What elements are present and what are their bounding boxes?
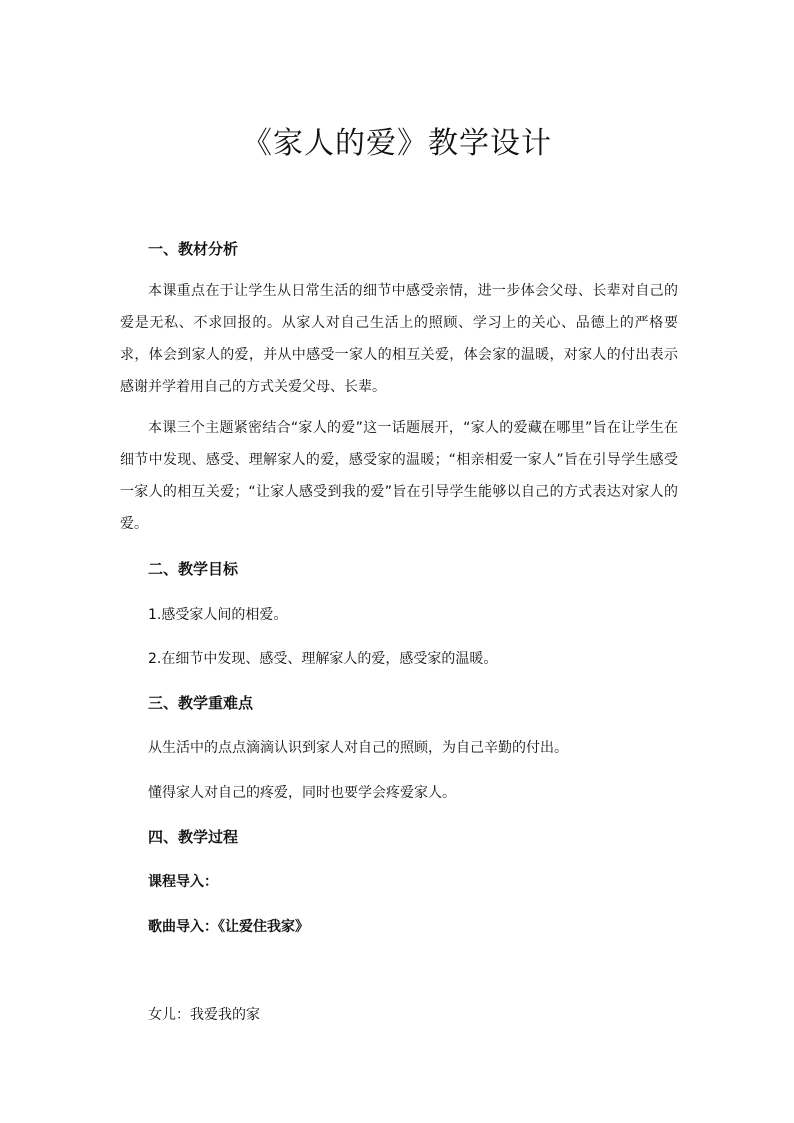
- paragraph-analysis-2: 本课三个主题紧密结合“家人的爱”这一话题展开，“家人的爱藏在哪里”旨在让学生在细节中发现、感受、理解家人的爱，感受家的温暖；“相亲相爱一家人”旨在引导学生感受一家人的相互关爱；“让家人感受到我的爱”旨在引导学生能够以自己的方式表达对家人的爱。: [120, 420, 678, 532]
- document-title: 《家人的爱》教学设计: [242, 126, 552, 161]
- key-point-2: 懂得家人对自己的疼爱，同时也要学会疼爱家人。: [148, 785, 456, 801]
- subheading-song: 歌曲导入：《让爱住我家》: [148, 919, 309, 935]
- section-heading-analysis: 一、教材分析: [148, 240, 239, 258]
- paragraph-analysis-1: 本课重点在于让学生从日常生活的细节中感受亲情，进一步体会父母、长辈对自己的爱是无私、不求回报的。从家人对自己生活上的照顾、学习上的关心、品德上的严格要求，体会到家人的爱，并从中感受一家人的相互关爱，体会家的温暖，对家人的付出表示感谢并学着用自己的方式关爱父母、长辈。: [120, 283, 678, 395]
- section-heading-process: 四、教学过程: [148, 828, 239, 846]
- section-heading-key-points: 三、教学重难点: [148, 694, 254, 712]
- section-heading-goals: 二、教学目标: [148, 560, 239, 578]
- goal-item-1: 1.感受家人间的相爱。: [148, 607, 288, 623]
- key-point-1: 从生活中的点点滴滴认识到家人对自己的照顾，为自己辛勤的付出。: [148, 740, 568, 756]
- subheading-intro: 课程导入：: [148, 874, 218, 890]
- goal-item-2: 2.在细节中发现、感受、理解家人的爱，感受家的温暖。: [148, 651, 498, 667]
- lyric-line: 女儿：我爱我的家: [148, 1007, 260, 1023]
